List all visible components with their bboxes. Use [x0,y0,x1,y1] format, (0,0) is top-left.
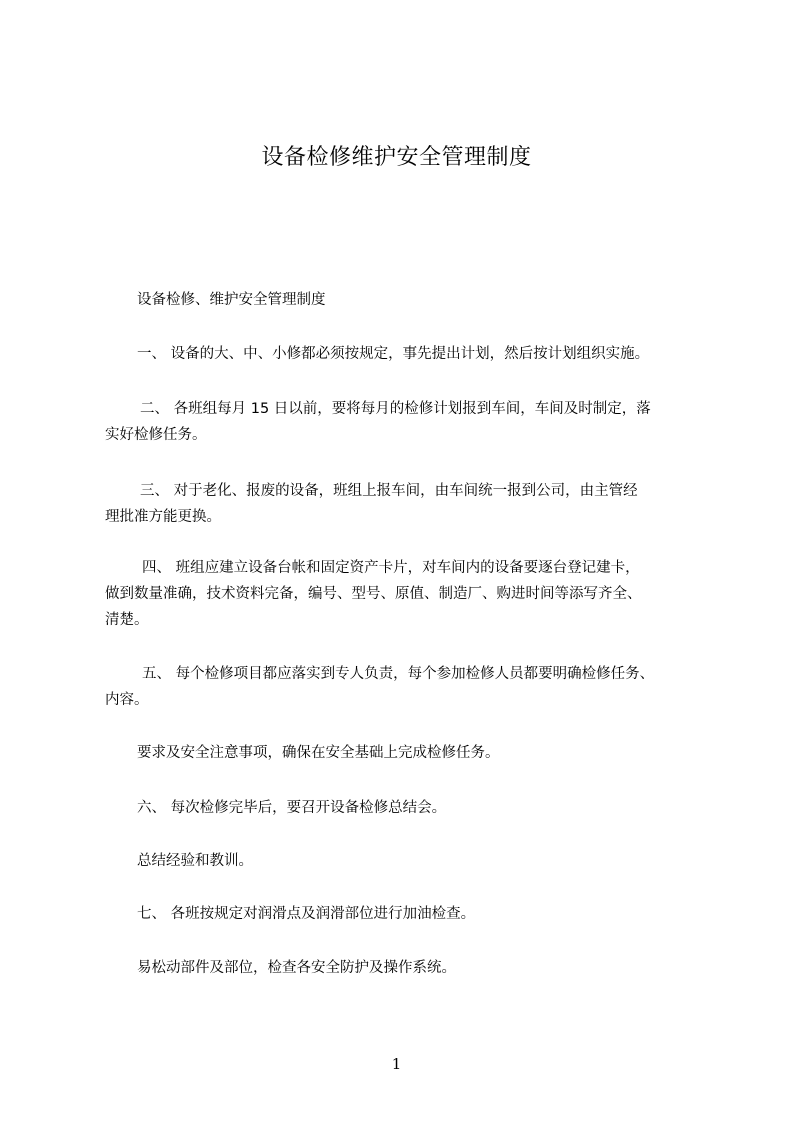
paragraph-5 [105,661,705,713]
paragraph-3 [105,478,705,530]
paragraph-line: 五、 每个检修项目都应落实到专人负责，每个参加检修人员都要明确检修任务、 [142,666,655,682]
paragraph-line: 二、 各班组每月 15 日以前，要将每月的检修计划报到车间，车间及时制定，落 [140,401,651,417]
paragraph-line: 做到数量准确，技术资料完备，编号、型号、原值、制造厂、购进时间等添写齐全、 [105,586,642,602]
paragraph-line: 六、 每次检修完毕后，要召开设备检修总结会。 [137,800,447,816]
paragraph-line: 易松动部件及部位，检查各安全防护及操作系统。 [137,960,456,976]
paragraph-line: 清楚。 [105,612,149,628]
paragraph-line: 要求及安全注意事项，确保在安全基础上完成检修任务。 [137,745,500,761]
page-number: 1 [391,1055,402,1073]
paragraph-line: 一、 设备的大、中、小修都必须按规定，事先提出计划，然后按计划组织实施。 [137,346,650,362]
paragraph-line: 内容。 [105,692,149,708]
paragraph-10 [137,955,737,981]
paragraph-6 [137,740,737,766]
document-subtitle [137,287,737,313]
paragraph-9 [137,901,737,927]
paragraph-line: 七、 各班按规定对润滑点及润滑部位进行加油检查。 [137,906,476,922]
paragraph-line: 实好检修任务。 [105,427,207,443]
paragraph-line: 理批准方能更换。 [105,509,221,525]
paragraph-8 [137,848,737,874]
paragraph-line: 四、 班组应建立设备台帐和固定资产卡片，对车间内的设备要逐台登记建卡， [142,560,640,576]
paragraph-2 [105,396,705,448]
paragraph-line: 总结经验和教训。 [137,853,253,869]
paragraph-4 [105,555,705,633]
paragraph-7 [137,795,737,821]
paragraph-line: 三、 对于老化、报废的设备，班组上报车间，由车间统一报到公司，由主管经 [140,483,638,499]
paragraph-1 [137,341,737,367]
subtitle-text: 设备检修、维护安全管理制度 [137,292,326,308]
document-title: 设备检修维护安全管理制度 [261,145,532,170]
